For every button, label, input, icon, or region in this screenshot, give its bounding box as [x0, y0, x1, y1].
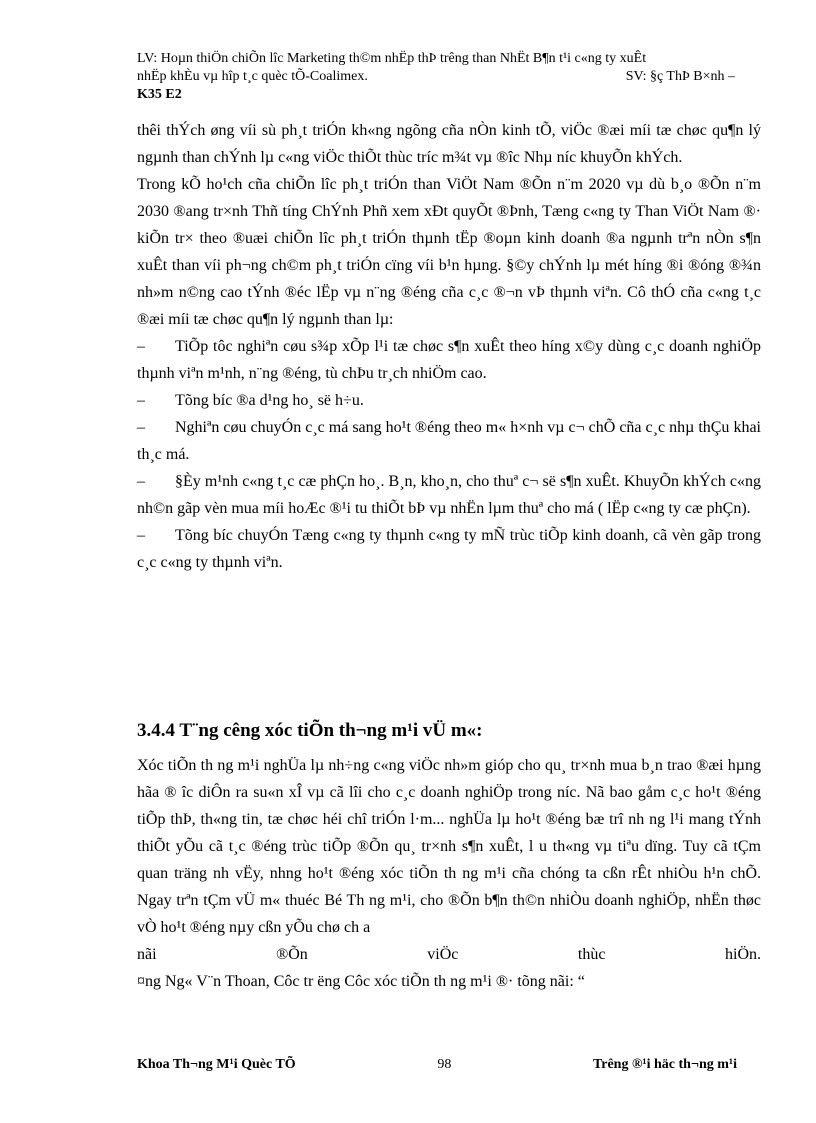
bullet-text: Nghiªn cøu chuyÓn c¸c má sang ho¹t ®éng theo m« h×nh vµ c¬ chÕ cña c¸c nhµ thÇu khai th¸c má.: [137, 419, 761, 463]
section-heading: 3.4.4 T¨ng cêng xóc tiÕn th¬ng m¹i vÜ m«:: [137, 720, 483, 741]
header-line-2: [137, 68, 747, 86]
bullet-item-2: [137, 387, 761, 414]
main-text: [137, 117, 761, 576]
bullet-text: Tõng bíc ®a d¹ng ho¸ së h÷u.: [175, 392, 364, 409]
dash-marker: –: [137, 527, 145, 544]
footer-university: Trêng ®¹i häc th¬ng m¹i: [592, 1057, 737, 1072]
header-company: nhËp khÈu vµ hîp t¸c quèc tÕ-Coalimex.: [137, 69, 368, 84]
page-footer: [137, 1057, 737, 1073]
bullet-item-1: [137, 333, 761, 387]
header-line-1: LV: Hoµn thiÖn chiÕn lîc Marketing th©m nhËp thÞ trêng than NhËt B¶n t¹i c«ng ty xuÊt: [137, 51, 647, 66]
dash-marker: –: [137, 473, 145, 490]
section-paragraph-1-end: nãi ®Õn viÖc thùc hiÖn.: [137, 946, 761, 963]
header-class: K35 E2: [137, 87, 182, 102]
footer-faculty: Khoa Th¬ng M¹i Quèc TÕ: [137, 1057, 296, 1072]
bullet-item-3: [137, 414, 761, 468]
paragraph-1: thêi thÝch øng víi sù ph¸t triÓn kh«ng ngõng cña nÒn kinh tÕ, viÖc ®æi míi tæ chøc qu¶n lý ngµnh than chÝnh lµ c«ng viÖc thiÕt thùc tríc m¾t vµ ®îc Nhµ níc khuyÕn khÝch.: [137, 122, 761, 166]
header-student: SV: §ç ThÞ B×nh –: [625, 69, 735, 84]
bullet-item-5: [137, 522, 761, 576]
bullet-item-4: [137, 468, 761, 522]
section-paragraph-2: ¤ng Ng« V¨n Thoan, Côc tr ëng Côc xóc tiÕn th ng m¹i ®· tõng nãi: “: [137, 973, 585, 990]
section-text: [137, 752, 761, 995]
page-header: [137, 50, 747, 104]
bullet-text: Tõng bíc chuyÓn Tæng c«ng ty thµnh c«ng ty mÑ trùc tiÕp kinh doanh, cã vèn gãp trong c¸c c«ng ty thµnh viªn.: [137, 527, 761, 571]
bullet-text: TiÕp tôc nghiªn cøu s¾p xÕp l¹i tæ chøc s¶n xuÊt theo híng x©y dùng c¸c doanh nghiÖp thµnh viªn m¹nh, n¨ng ®éng, tù chÞu tr¸ch nhiÖm cao.: [137, 338, 761, 382]
section-paragraph-1: Xóc tiÕn th ng m¹i nghÜa lµ nh÷ng c«ng viÖc nh»m gióp cho qu¸ tr×nh mua b¸n trao ®æi hµng hãa ® îc diÔn ra su«n xÎ vµ cã lîi cho c¸c doanh nghiÖp trong níc. Nã bao gåm c¸c ho¹t ®éng tiÕp thÞ, th«ng tin, tæ chøc héi chî triÓn l·m... nghÜa lµ ho¹t ®éng bæ trî nh ng l¹i mang tÝnh thiÕt yÕu cã t¸c ®éng trùc tiÕp ®Õn qu¸ tr×nh s¶n xuÊt, l u th«ng vµ tiªu dïng. Tuy cã tÇm quan träng nh vËy, nhng ho¹t ®éng xóc tiÕn th ng m¹i cña chóng ta cßn rÊt nhiÒu h¹n chÕ. Ngay trªn tÇm vÜ m« thuéc Bé Th ng m¹i, cho ®Õn b¶n th©n nhiÒu doanh nghiÖp, nhËn thøc vÒ ho¹t ®éng nµy cßn yÕu chø ch a: [137, 757, 761, 936]
dash-marker: –: [137, 419, 145, 436]
page-number: 98: [437, 1057, 452, 1072]
dash-marker: –: [137, 392, 145, 409]
paragraph-2: Trong kÕ ho¹ch cña chiÕn lîc ph¸t triÓn than ViÖt Nam ®Õn n¨m 2020 vµ dù b¸o ®Õn n¨m 2030 ®ang tr×nh Thñ tíng ChÝnh Phñ xem xÐt quyÕt ®Þnh, Tæng c«ng ty Than ViÖt Nam ®· kiÕn tr× theo ®uæi chiÕn lîc ph¸t triÓn thµnh tËp ®oµn kinh doanh ®a ngµnh trªn nÒn s¶n xuÊt than víi ph¬ng ch©m ph¸t triÓn cïng víi b¹n hµng. §©y chÝnh lµ mét híng ®i ®óng ®¾n nh»m n©ng cao tÝnh ®éc lËp vµ n¨ng ®éng cña c¸c ®¬n vÞ thµnh viªn. Cô thÓ cña c«ng t¸c ®æi míi tæ chøc qu¶n lý ngµnh than lµ:: [137, 176, 761, 328]
bullet-text: §Èy m¹nh c«ng t¸c cæ phÇn ho¸. B¸n, kho¸n, cho thuª c¬ së s¶n xuÊt. KhuyÕn khÝch c«ng nh©n gãp vèn mua míi hoÆc ®¹i tu thiÕt bÞ vµ nhËn lµm thuª cho má ( lËp c«ng ty cæ phÇn).: [137, 473, 761, 517]
dash-marker: –: [137, 338, 145, 355]
